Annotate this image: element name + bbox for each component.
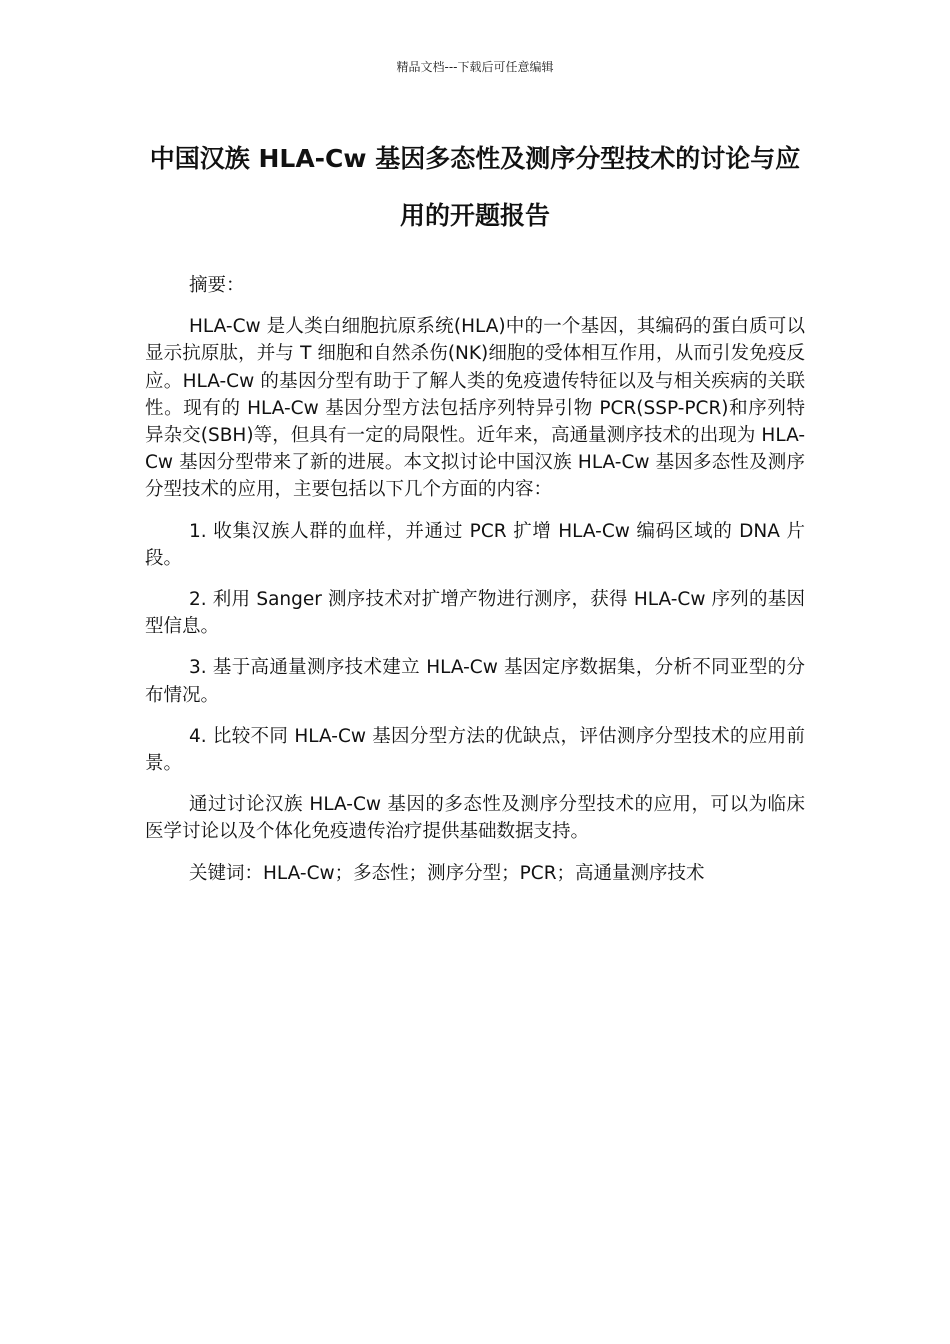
document-title: 中国汉族 HLA-Cw 基因多态性及测序分型技术的讨论与应用的开题报告 (149, 144, 801, 230)
document-body (145, 272, 805, 901)
conclusion-paragraph: 通过讨论汉族 HLA-Cw 基因的多态性及测序分型技术的应用，可以为临床医学讨论以及个体化免疫遗传治疗提供基础数据支持。 (145, 794, 805, 843)
abstract-label: 摘要： (189, 275, 245, 296)
abstract-paragraph: HLA-Cw 是人类白细胞抗原系统(HLA)中的一个基因，其编码的蛋白质可以显示抗原肽，并与 T 细胞和自然杀伤(NK)细胞的受体相互作用，从而引发免疫反应。HLA-Cw 的基因分型有助于了解人类的免疫遗传特征以及与相关疾病的关联性。现有的 HLA-Cw 基因分型方法包括序列特异引物 PCR(SSP-PCR)和序列特异杂交(SBH)等，但具有一定的局限性。近年来，高通量测序技术的出现为 HLA-Cw 基因分型带来了新的进展。本文拟讨论中国汉族 HLA-Cw 基因多态性及测序分型技术的应用，主要包括以下几个方面的内容： (145, 316, 805, 501)
list-item-4: 4. 比较不同 HLA-Cw 基因分型方法的优缺点，评估测序分型技术的应用前景。 (145, 725, 805, 775)
list-item-2: 2. 利用 Sanger 测序技术对扩增产物进行测序，获得 HLA-Cw 序列的基因型信息。 (145, 589, 805, 638)
keywords: 关键词：HLA-Cw；多态性；测序分型；PCR；高通量测序技术 (189, 862, 705, 884)
list-item-1: 1. 收集汉族人群的血样，并通过 PCR 扩增 HLA-Cw 编码区域的 DNA 片段。 (145, 520, 805, 569)
page-header: 精品文档---下载后可任意编辑 (396, 60, 554, 74)
list-item-3: 3. 基于高通量测序技术建立 HLA-Cw 基因定序数据集，分析不同亚型的分布情况。 (145, 657, 805, 706)
